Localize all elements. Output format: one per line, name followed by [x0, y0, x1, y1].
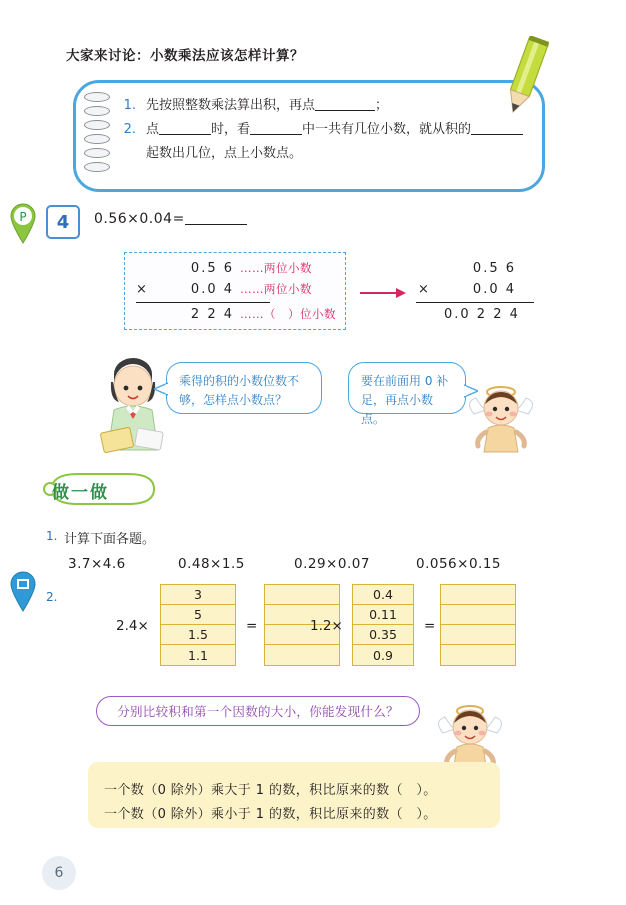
conclusion-line-1: 一个数（0 除外）乘大于 1 的数，积比原来的数（ ）。 [104, 783, 437, 798]
question-2-left-factor: 2.4× [116, 618, 149, 634]
question-2-right-answers-table[interactable] [440, 584, 516, 666]
question-1-item-1: 3.7×4.6 [68, 556, 126, 572]
worked-right-row-2-op: × [418, 282, 429, 297]
exercise-4-equation-text: 0.56×0.04= [94, 211, 185, 227]
discussion-item-1-text-after: ； [375, 98, 389, 113]
worked-row-3-annotation: ……（ ）位小数 [240, 307, 336, 321]
worked-row-2 [136, 279, 336, 300]
worked-row-1-annotation: ……两位小数 [240, 261, 312, 275]
exercise-4-answer-blank [185, 210, 247, 225]
discussion-item-2-text-before: 点 [146, 122, 160, 137]
discussion-item-2 [110, 119, 530, 165]
question-1-item-2: 0.48×1.5 [178, 556, 245, 572]
question-2-left-values-table [160, 584, 236, 666]
discussion-item-2-text-mid1: 时，看 [211, 122, 251, 137]
spiral-rings-icon [84, 90, 110, 184]
table-row: 3 [161, 585, 235, 605]
discussion-item-2-text-mid2: 中一共有几位小数，就从积的 [302, 122, 472, 137]
question-1-number: 1. [46, 529, 58, 543]
angel-illustration-1 [462, 380, 540, 456]
discussion-title: 大家来讨论：小数乘法应该怎样计算？ [66, 48, 304, 64]
question-2-right-equals: = [424, 618, 436, 634]
worked-row-2-op: × [136, 282, 147, 297]
discussion-blank-4 [471, 120, 523, 135]
exercise-number-badge: 4 [46, 205, 80, 239]
worked-row-1 [136, 258, 336, 279]
compare-prompt-text: 分别比较积和第一个因数的大小，你能发现什么？ [117, 704, 399, 719]
question-2-right-values-table [352, 584, 414, 666]
speech-bubble-angel [348, 362, 466, 426]
bubble-tail-left-icon [154, 381, 168, 397]
discussion-item-1-number: 1. [123, 98, 136, 113]
worked-row-2-number: 0.0 4 [190, 282, 234, 297]
question-2-number: 2. [46, 590, 58, 604]
worked-right-row-2 [418, 279, 548, 300]
activity-marker-icon [8, 570, 38, 612]
speech-bubble-angel-text: 要在前面用 0 补足，再点小数点。 [361, 374, 449, 426]
table-row: 0.4 [353, 585, 413, 605]
question-2-left-equals: = [246, 618, 258, 634]
practice-header-label: 做一做 [52, 483, 109, 503]
svg-text:P: P [19, 210, 27, 224]
page-marker-icon [8, 202, 38, 244]
conclusion-line-2: 一个数（0 除外）乘小于 1 的数，积比原来的数（ ）。 [104, 807, 437, 822]
discussion-item-1-text-before: 先按照整数乘法算出积，再点 [146, 98, 316, 113]
worked-right-row-3-number: 0.0 2 2 4 [444, 307, 520, 322]
compare-prompt-bubble [96, 696, 420, 726]
table-row: 0.11 [353, 605, 413, 625]
table-row[interactable] [441, 585, 515, 605]
worked-row-2-annotation: ……两位小数 [240, 282, 312, 296]
student-girl-illustration [96, 358, 170, 458]
table-row[interactable] [265, 645, 339, 665]
page-number: 6 [42, 856, 76, 890]
table-row[interactable] [441, 625, 515, 645]
speech-bubble-girl [166, 362, 322, 414]
table-row[interactable] [441, 645, 515, 665]
worked-right-row-2-number: 0.0 4 [472, 282, 516, 297]
worked-row-3-number: 2 2 4 [190, 307, 234, 322]
discussion-item-1 [110, 95, 530, 117]
worked-right-row-3 [418, 304, 548, 325]
arrow-right-icon [360, 284, 406, 296]
table-row[interactable] [265, 585, 339, 605]
table-row: 1.5 [161, 625, 235, 645]
worked-right-row-1 [418, 258, 548, 279]
worked-right-divider [416, 302, 534, 303]
speech-bubble-girl-text: 乘得的积的小数位数不够，怎样点小数点？ [179, 374, 300, 407]
table-row: 5 [161, 605, 235, 625]
discussion-list [110, 95, 530, 165]
worked-right-row-1-number: 0.5 6 [472, 261, 516, 276]
worked-row-1-number: 0.5 6 [190, 261, 234, 276]
worked-example-right [418, 258, 548, 325]
discussion-item-2-number: 2. [123, 122, 136, 137]
exercise-4-equation [94, 210, 247, 227]
worked-example-left [136, 258, 336, 325]
question-2-right-factor: 1.2× [310, 618, 343, 634]
discussion-item-2-text-after: 起数出几位，点上小数点。 [146, 146, 303, 161]
worked-row-3 [136, 304, 336, 325]
worked-left-divider [136, 302, 270, 303]
table-row: 0.35 [353, 625, 413, 645]
discussion-blank-2 [159, 120, 211, 135]
table-row[interactable] [441, 605, 515, 625]
table-row: 1.1 [188, 647, 208, 663]
question-1-item-4: 0.056×0.15 [416, 556, 502, 572]
question-1-text: 计算下面各题。 [64, 532, 156, 547]
discussion-blank-3 [250, 120, 302, 135]
question-1-item-3: 0.29×0.07 [294, 556, 370, 572]
table-row: 0.9 [373, 647, 393, 663]
discussion-blank-1 [315, 96, 375, 111]
